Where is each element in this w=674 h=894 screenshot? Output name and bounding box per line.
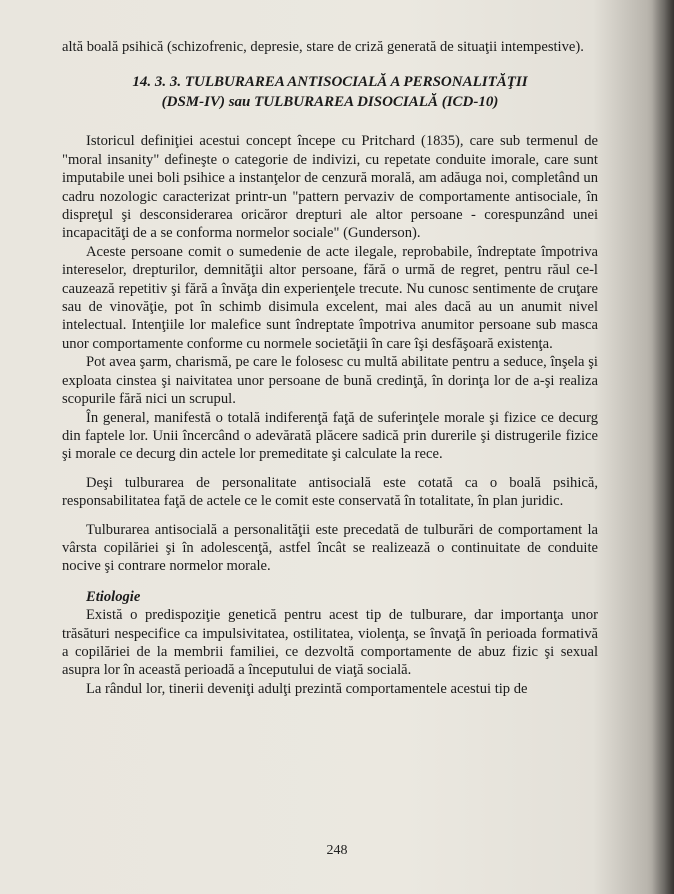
paragraph-acts: Aceste persoane comit o sumedenie de acte ilegale, reprobabile, îndreptate împotriva intereselor, drepturilor, demnităţii altor persoane, fără o urmă de regret, pentru răul ce-l cauzează repetitiv şi fără a învăţa din experienţele trecute. Nu cunosc sentimente de cruţare sau de vinovăţie, pot în schimb disimula excelent, mai ales dacă au un anumit nivel intelectual. Intenţiile lor malefice sunt îndreptate împotriva anumitor persoane sub masca unor comportamente conforme cu normele societăţii în care îşi desfăşoară existenţa. xyxy=(62,243,598,352)
paragraph-precedence: Tulburarea antisocială a personalităţii este precedată de tulburări de comportament la vârsta copilăriei şi în adolescenţă, astfel încât se realizează o continuitate de conduite nocive şi contrare normelor morale. xyxy=(62,521,598,575)
section-title-line1: 14. 3. 3. TULBURAREA ANTISOCIALĂ A PERSONALITĂŢII xyxy=(132,74,528,91)
etiology-heading: Etiologie xyxy=(86,588,141,605)
paragraph-genetics: Există o predispoziţie genetică pentru acest tip de tulburare, dar importanţa unor trăsături nespecifice ca impulsivitatea, ostilitatea, violenţa, se învaţă în perioada formativă a copilăriei de la membrii familiei, ce dezvoltă comportamente de abuz fizic şi sexual asupra lor în această perioadă a începutului de viaţă socială. xyxy=(62,607,598,679)
section-title-line2: (DSM-IV) sau TULBURAREA DISOCIALĂ (ICD-10) xyxy=(161,94,499,111)
paragraph-history: Istoricul definiţiei acestui concept începe cu Pritchard (1835), care sub termenul de "moral insanity" defineşte o categorie de indivizi, cu repetate conduite imorale, care sunt imputabile unei boli psihice a instanţelor de cenzură morală, am adăuga noi, completând un cadru nozologic caracterizat printr-un "pattern pervaziv de comportamente antisociale, în dispreţul şi desconsiderarea oricăror drepturi ale altor persoane - corespunzând unei incapacităţi de a se conforma normelor sociale" (Gunderson). xyxy=(62,133,598,242)
page-content xyxy=(62,38,598,698)
page-number: 248 xyxy=(326,843,348,858)
paragraph-adults: La rândul lor, tinerii deveniţi adulţi prezintă comportamentele acestui tip de xyxy=(86,680,528,697)
paragraph-indifference: În general, manifestă o totală indiferenţă faţă de suferinţele morale şi fizice ce decurg din faptele lor. Unii încercând o adevărată plăcere sadică prin durerile şi distrugerile fizice şi morale ce decurg din actele lor premeditate şi calculate la rece. xyxy=(62,409,598,463)
intro-text: altă boală psihică (schizofrenic, depresie, stare de criză generată de situaţii intempestive). xyxy=(62,39,584,55)
paragraph-responsibility: Deşi tulburarea de personalitate antisocială este cotată ca o boală psihică, responsabilitatea faţă de actele ce le comit este conservată în totalitate, în plan juridic. xyxy=(62,474,598,510)
paragraph-charm: Pot avea şarm, charismă, pe care le folosesc cu multă abilitate pentru a seduce, înşela şi exploata cinstea şi naivitatea unor persoane de bună credinţă, în dorinţa lor de a-şi realiza scopurile fără nici un scrupul. xyxy=(62,354,598,408)
section-title xyxy=(62,72,598,112)
page-edge-shadow xyxy=(652,0,674,894)
